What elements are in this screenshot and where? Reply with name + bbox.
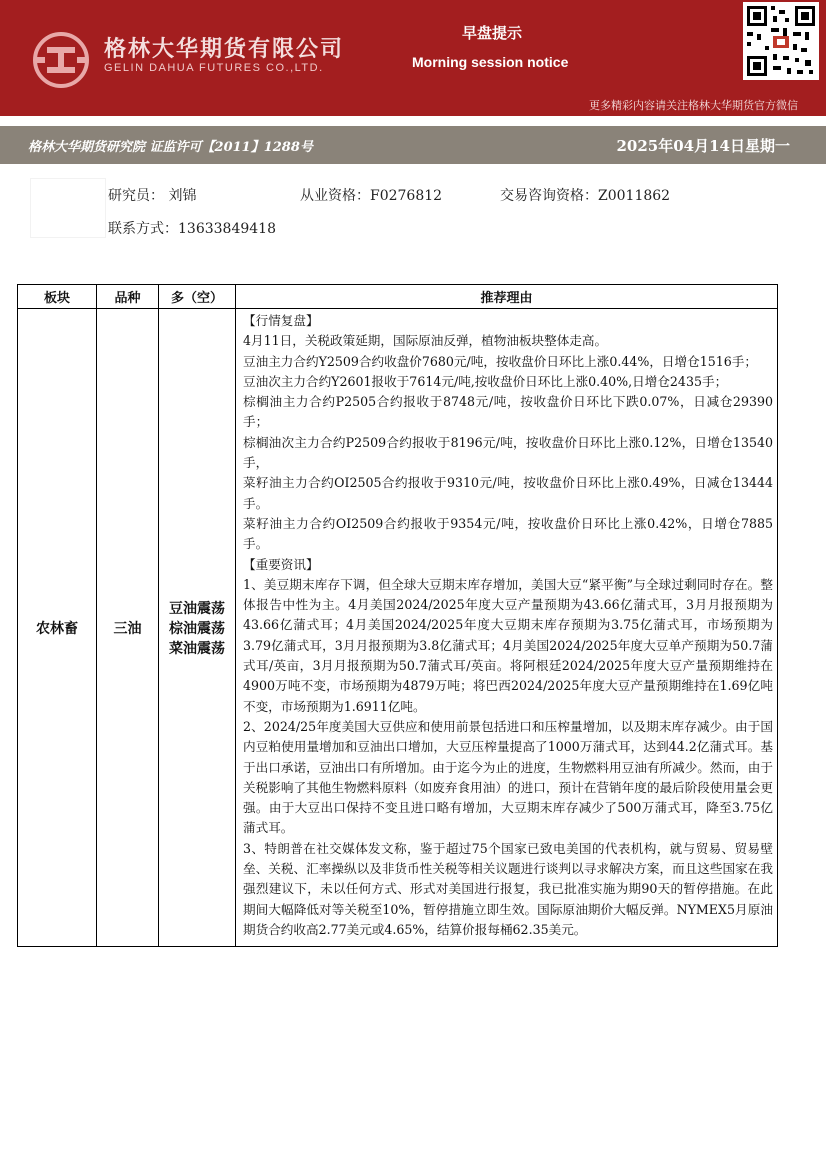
org-license-text: 格林大华期货研究院 证监许可【2011】1288号 bbox=[28, 140, 313, 155]
analyst-contact: 联系方式：13633849418 bbox=[108, 221, 276, 237]
reason-paragraph: 棕榈油主力合约P2505合约报收于8748元/吨，按收盘价日环比下跌0.07%，日减仓29390手； bbox=[243, 394, 773, 430]
reason-paragraph: 豆油次主力合约Y2601报收于7614元/吨,按收盘价日环比上涨0.40%,日增仓2435手； bbox=[243, 373, 728, 389]
reason-paragraph: 1、美豆期末库存下调，但全球大豆期末库存增加，美国大豆“紧平衡”与全球过剩同时存在。整体报告中性为主。4月美国2024/2025年度大豆产量预期为43.66亿蒲式耳，3月月报预期为43.66亿蒲式耳；4月美国2024/2025年度大豆期末库存预期为3.75亿蒲式耳，市场预期为3.79亿蒲式耳，3月月报预期为3.8亿蒲式耳；4月美国2024/2025年度大豆单产预期为50.7蒲式耳/英亩，3月月报预期为50.7蒲式耳/英亩。将阿根廷2024/2025年度大豆产量预期维持在4900万吨不变，市场预期为4879万吨；将巴西2024/2025年度大豆产量预期维持在1.69亿吨不变，市场预期为1.6911亿吨。 bbox=[243, 576, 773, 714]
header-spacer bbox=[0, 116, 826, 126]
wechat-follow-note: 更多精彩内容请关注格林大华期货官方微信 bbox=[589, 100, 798, 112]
reason-heading-market-review: 【行情复盘】 bbox=[243, 313, 319, 328]
report-header bbox=[0, 0, 826, 116]
table-header-row bbox=[18, 285, 778, 309]
header-variety: 品种 bbox=[97, 285, 159, 309]
header-direction: 多（空） bbox=[159, 285, 236, 309]
company-logo-icon bbox=[33, 32, 89, 88]
analyst-qualification: 从业资格：F0276812 bbox=[300, 188, 443, 204]
table-row bbox=[18, 309, 778, 947]
header-reason: 推荐理由 bbox=[236, 285, 778, 309]
direction-rapeseed-oil: 菜油震荡 bbox=[169, 639, 225, 656]
org-info-bar bbox=[0, 126, 826, 164]
report-title-en: Morning session notice bbox=[412, 54, 569, 70]
company-name-en: GELIN DAHUA FUTURES CO.,LTD. bbox=[104, 62, 324, 74]
reason-heading-news: 【重要资讯】 bbox=[243, 556, 319, 572]
recommendation-table bbox=[17, 284, 778, 947]
analyst-name: 研究员： 刘锦 bbox=[108, 188, 197, 204]
direction-soybean-oil: 豆油震荡 bbox=[169, 599, 225, 616]
reason-paragraph: 菜籽油主力合约OI2505合约报收于9310元/吨，按收盘价日环比上涨0.49%，日减仓13444手。 bbox=[243, 475, 773, 511]
direction-cell bbox=[159, 309, 236, 947]
direction-palm-oil: 棕油震荡 bbox=[169, 619, 225, 636]
reason-paragraph: 2、2024/25年度美国大豆供应和使用前景包括进口和压榨量增加，以及期末库存减少。由于国内豆粕使用量增加和豆油出口增加，大豆压榨量提高了1000万蒲式耳，达到44.2亿蒲式耳。基于出口承诺，豆油出口有所增加。由于迄今为止的进度，生物燃料用豆油有所减少。然而，由于关税影响了其他生物燃料原料（如废弃食用油）的进口，预计在营销年度的最后阶段使用量会更强。由于大豆出口保持不变且进口略有增加，大豆期末库存减少了500万蒲式耳，降至3.75亿蒲式耳。 bbox=[243, 718, 773, 836]
reason-paragraph: 4月11日，关税政策延期，国际原油反弹，植物油板块整体走高。 bbox=[243, 333, 608, 349]
report-title-cn: 早盘提示 bbox=[462, 25, 523, 42]
header-sector: 板块 bbox=[18, 285, 97, 309]
reason-cell bbox=[236, 309, 778, 947]
reason-paragraph: 棕榈油次主力合约P2509合约报收于8196元/吨，按收盘价日环比上涨0.12%，日增仓13540手， bbox=[243, 434, 773, 471]
analyst-consult-qualification: 交易咨询资格：Z0011862 bbox=[500, 188, 671, 204]
wechat-qr-code-icon bbox=[743, 2, 819, 80]
sector-cell: 农林畜 bbox=[18, 309, 97, 947]
reason-paragraph: 豆油主力合约Y2509合约收盘价7680元/吨，按收盘价日环比上涨0.44%，日增仓1516手； bbox=[243, 353, 757, 369]
reason-paragraph: 菜籽油主力合约OI2509合约报收于9354元/吨，按收盘价日环比上涨0.42%，日增仓7885手。 bbox=[243, 515, 773, 552]
analyst-photo-placeholder bbox=[30, 178, 106, 238]
report-date: 2025年04月14日星期一 bbox=[616, 137, 790, 155]
variety-cell: 三油 bbox=[97, 309, 159, 947]
reason-paragraph: 3、特朗普在社交媒体发文称，鉴于超过75个国家已致电美国的代表机构，就与贸易、贸易壁垒、关税、汇率操纵以及非货币性关税等相关议题进行谈判以寻求解决方案，而且这些国家在我强烈建议下，未以任何方式、形式对美国进行报复，我已批准实施为期90天的暂停措施。在此期间大幅降低对等关税至10%，暂停措施立即生效。国际原油期价大幅反弹。NYMEX5月原油期货合约收高2.77美元或4.65%，结算价报每桶62.35美元。 bbox=[243, 840, 773, 937]
company-name-cn: 格林大华期货有限公司 bbox=[104, 36, 345, 61]
